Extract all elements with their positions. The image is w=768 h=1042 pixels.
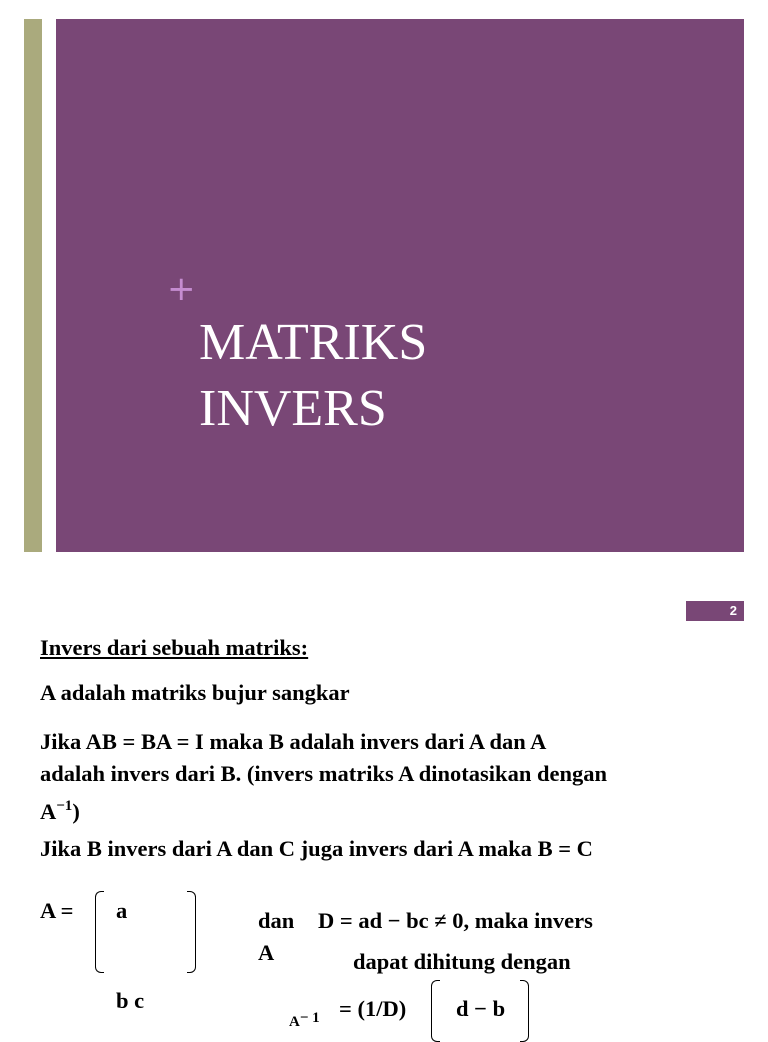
dan-label: dan (258, 908, 295, 933)
matrix-inverse-row: d − b (456, 996, 506, 1021)
inverse-notation-sup: −1 (56, 798, 73, 814)
matrix-a-right-bracket (187, 891, 196, 973)
a-equals-label: A = (40, 898, 74, 923)
matrix-inverse-left-bracket (431, 980, 440, 1042)
matrix-a-left-bracket (95, 891, 104, 973)
matrix-a-entries-bc: b c (116, 988, 145, 1013)
matrix-inverse-right-bracket (520, 980, 529, 1042)
dapat-text: dapat dihitung dengan (353, 949, 571, 974)
slide-title (199, 310, 427, 442)
a-inverse-label (289, 1004, 320, 1036)
paragraph-2-line-1: Jika AB = BA = I maka B adalah invers dari A dan A (40, 729, 547, 754)
paragraph-2 (40, 726, 607, 828)
plus-icon: + (167, 269, 196, 309)
one-over-d: = (1/D) (339, 996, 407, 1021)
slide-number-badge: 2 (686, 601, 744, 621)
a-label: A (258, 940, 275, 965)
section-heading: Invers dari sebuah matriks: (40, 635, 309, 660)
title-line-1: MATRIKS (199, 314, 428, 371)
paragraph-2-line-3 (40, 790, 607, 828)
a-inverse-base: A (289, 1014, 300, 1030)
matrix-a-entry-a: a (116, 898, 128, 923)
title-line-2: INVERS (199, 380, 387, 437)
accent-bar (24, 19, 42, 552)
inverse-notation-base: A (40, 799, 57, 824)
paragraph-2-line-2: adalah invers dari B. (invers matriks A dinotasikan dengan (40, 761, 607, 786)
paragraph-3: Jika B invers dari A dan C juga invers dari A maka B = C (40, 836, 593, 861)
inverse-notation-close: ) (72, 799, 80, 824)
a-inverse-sup: − 1 (299, 1010, 320, 1026)
determinant-formula: D = ad − bc ≠ 0, maka invers (318, 908, 593, 933)
paragraph-1: A adalah matriks bujur sangkar (40, 680, 350, 705)
title-panel (56, 19, 744, 552)
